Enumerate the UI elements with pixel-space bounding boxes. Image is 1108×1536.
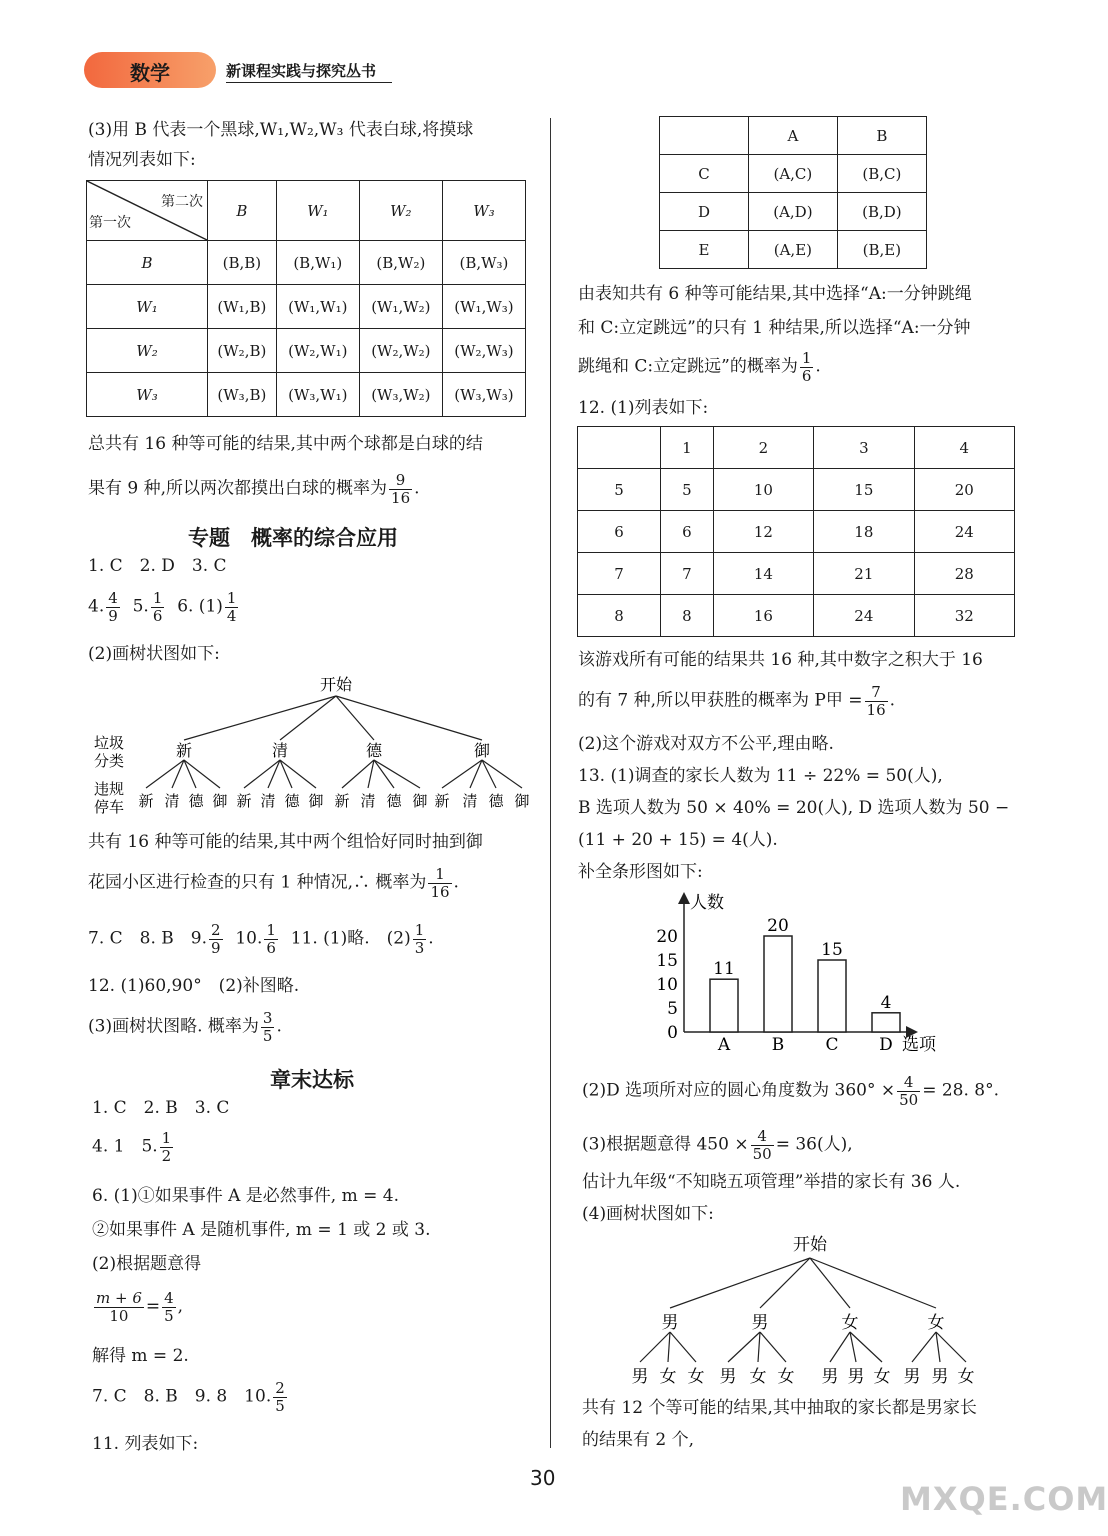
tree2-leaf: 男: [821, 1367, 839, 1387]
table12-cell: 15: [814, 469, 914, 511]
x-tick-label: A: [717, 1035, 731, 1055]
fraction: [273, 1380, 287, 1414]
s1-answers-7: 7. C 8. B 9. $\frac{2}{9}$ 10. $\frac{1}{6}$ 11. (1)略. (2) $\frac{1}{3}$ .: [88, 921, 434, 957]
series-title: 新课程实践与探究丛书: [226, 62, 377, 80]
tree1-branches: [146, 696, 522, 788]
ball-table-col-head: W₃: [442, 181, 525, 241]
ball-table-row-head: W₃: [87, 373, 208, 417]
tree1-level1-label: 垃圾: [94, 734, 125, 752]
tree1-leaf: 新: [434, 792, 450, 810]
y-axis-label: 人数: [690, 893, 724, 913]
table-11: [659, 116, 927, 269]
s2-q11: 11. 列表如下:: [92, 1434, 199, 1454]
answer-label: 5.: [132, 596, 149, 617]
fraction-denominator: 5: [164, 1306, 174, 1325]
fraction: [413, 922, 427, 956]
fraction: [751, 1128, 774, 1162]
table11-cell: (A,D): [749, 193, 838, 231]
fraction-numerator: 1: [266, 921, 276, 939]
tree2-node: 男: [751, 1313, 769, 1333]
table12-row-head: 5: [578, 469, 661, 511]
subject-badge: [84, 52, 216, 88]
result-text: 花园小区进行检查的只有 1 种情况,∴ 概率为: [88, 872, 427, 893]
fraction: [106, 590, 120, 624]
tree1-root: 开始: [319, 675, 353, 694]
s2-solve: 解得 m = 2.: [92, 1346, 189, 1366]
ball-table-col-head: W₂: [359, 181, 442, 241]
x-tick-label: C: [825, 1035, 839, 1055]
p3-intro-line1: (3)用 B 代表一个黑球,W₁,W₂,W₃ 代表白球,将摸球: [88, 120, 474, 140]
ball-table-cell: (W₃,B): [208, 373, 277, 417]
q13-part3: [582, 1128, 853, 1162]
table12-col-head: 1: [661, 427, 714, 469]
fraction-numerator: 1: [414, 921, 425, 939]
tree2-leaf: 男: [903, 1367, 921, 1387]
fraction-denominator: 16: [866, 700, 886, 719]
y-tick-label: 5: [667, 999, 678, 1019]
tree2-leaf: 男: [719, 1367, 737, 1387]
ball-table-cell: (W₂,B): [208, 329, 277, 373]
s1-answers-12: 12. (1)60,90° (2)补图略.: [88, 976, 300, 996]
fraction-numerator: 9: [389, 472, 412, 490]
tree-diagram-2: [610, 1228, 1010, 1392]
q13-part4: (4)画树状图如下:: [582, 1204, 714, 1224]
fraction-denominator: 16: [391, 488, 411, 507]
table-row: [87, 373, 526, 417]
answer-label: 4.: [88, 596, 105, 617]
fraction: [261, 1010, 275, 1044]
tree1-level1-label: 分类: [94, 752, 125, 770]
answer-label: 7. C 8. B 9.: [88, 928, 207, 949]
q12-intro: 12. (1)列表如下:: [578, 398, 709, 418]
table-12: [577, 426, 1015, 637]
tree1-leaf: 新: [236, 792, 252, 810]
s1-answers-2: [88, 590, 240, 624]
tree1-node: 御: [473, 741, 491, 760]
tree2-leaf: 男: [631, 1367, 649, 1387]
ball-table-row-head: W₁: [87, 285, 208, 329]
tree2-node: 女: [841, 1313, 859, 1333]
ball-table-cell: (W₁,W₂): [359, 285, 442, 329]
ball-table-cell: (W₃,W₂): [359, 373, 442, 417]
q13-line2: B 选项人数为 50 × 40% = 20(人), D 选项人数为 50 −: [578, 798, 1010, 818]
tree1-level2-label: 违规: [94, 780, 125, 798]
tree1-node: 新: [175, 741, 193, 760]
fraction: [897, 1074, 920, 1108]
table11-row-head: C: [660, 155, 749, 193]
tree1-leaf: 德: [284, 792, 300, 810]
table12-col-head: 4: [914, 427, 1014, 469]
table-row: [87, 241, 526, 285]
table-row: [578, 595, 1015, 637]
tree1-leaf: 德: [188, 792, 204, 810]
ball-table-row-head: W₂: [87, 329, 208, 373]
section-title-chapter: 章末达标: [270, 1068, 354, 1092]
p3-result-line1: 总共有 16 种等可能的结果,其中两个球都是白球的结: [88, 434, 483, 454]
fraction-numerator: 7: [865, 684, 888, 702]
table-row: [87, 285, 526, 329]
table11-row-head: D: [660, 193, 749, 231]
fraction: [428, 866, 451, 900]
table12-col-head: 2: [713, 427, 813, 469]
equals-sign: =: [145, 1296, 161, 1317]
table12-cell: 24: [814, 595, 914, 637]
fraction-denominator: 2: [161, 1146, 172, 1165]
fraction: [209, 922, 223, 956]
ball-table-cell: (B,W₂): [359, 241, 442, 285]
ball-table-cell: (B,W₁): [276, 241, 359, 285]
ball-table-row-head: B: [87, 241, 208, 285]
fraction-denominator: 9: [210, 938, 221, 957]
y-tick-label: 0: [667, 1023, 678, 1043]
y-tick-label: 10: [656, 975, 678, 995]
answer-label: 7. C 8. B 9. 8 10.: [92, 1386, 272, 1407]
fraction-numerator: 4: [751, 1128, 774, 1146]
table12-cell: 12: [713, 511, 813, 553]
table11-cell: (B,E): [837, 231, 926, 269]
tree1-leaf: 新: [334, 792, 350, 810]
table-row: [660, 155, 927, 193]
table11-cell: (A,E): [749, 231, 838, 269]
fraction-numerator: 1: [801, 349, 812, 367]
bar-D: [872, 1013, 900, 1032]
result-text: (2)D 选项所对应的圆心角度数为 360° ×: [582, 1080, 896, 1101]
table11-cell: (B,D): [837, 193, 926, 231]
fraction-denominator: 9: [108, 606, 118, 625]
bar-B: [764, 936, 792, 1032]
ball-table-corner: [87, 181, 208, 241]
p3-intro-line2: 情况列表如下:: [88, 150, 196, 170]
s2-q6-3: (2)根据题意得: [92, 1254, 202, 1274]
tree1-leaf: 德: [386, 792, 402, 810]
q13-line1: 13. (1)调查的家长人数为 11 ÷ 22% = 50(人),: [578, 766, 943, 786]
tree2-leaf: 男: [931, 1367, 949, 1387]
fraction-numerator: 1: [161, 1129, 172, 1147]
q13-part3-conclusion: 估计九年级“不知晓五项管理”举措的家长有 36 人.: [582, 1172, 961, 1192]
fraction-numerator: 2: [210, 921, 221, 939]
s1-answers-12-3: (3)画树状图略. 概率为 $\frac{3}{5}$ .: [88, 1009, 282, 1045]
q13-part2: [582, 1074, 999, 1108]
table12-col-head: 3: [814, 427, 914, 469]
tree2-leaf: 女: [777, 1367, 795, 1387]
table12-cell: 32: [914, 595, 1014, 637]
x-axis-label: 选项: [902, 1035, 936, 1055]
tree1-leaf: 德: [488, 792, 504, 810]
table11-col-head: B: [837, 117, 926, 155]
table12-cell: 10: [713, 469, 813, 511]
column-divider: [550, 118, 551, 1448]
fraction: [865, 684, 888, 718]
watermark: MXQE.COM: [900, 1480, 1108, 1518]
fraction: [264, 922, 278, 956]
ball-table-cell: (W₁,B): [208, 285, 277, 329]
bar-value-label: 4: [880, 992, 892, 1013]
s2-q6-2: ②如果事件 A 是随机事件, m = 1 或 2 或 3.: [92, 1220, 431, 1240]
tree1-leaf: 新: [138, 792, 154, 810]
answer-label: 6. (1): [177, 596, 223, 617]
fraction-numerator: 2: [275, 1379, 285, 1397]
table12-row-head: 8: [578, 595, 661, 637]
q13-result-1: 共有 12 个等可能的结果,其中抽取的家长都是男家长: [582, 1398, 977, 1418]
fraction-denominator: 6: [152, 606, 163, 625]
ball-table-cell: (W₃,W₃): [442, 373, 525, 417]
s1-tree-result-1: 共有 16 种等可能的结果,其中两个组恰好同时抽到御: [88, 832, 483, 852]
fraction: [162, 1290, 176, 1324]
ball-table: [86, 180, 526, 417]
fraction-numerator: 1: [152, 589, 163, 607]
result-text: = 36(人),: [775, 1134, 853, 1155]
ball-table-col-head: W₁: [276, 181, 359, 241]
q13-result-2: 的结果有 2 个,: [582, 1430, 695, 1450]
fraction: [225, 590, 239, 624]
tree1-leaf: 清: [360, 792, 376, 810]
t11-result-3: 跳绳和 C:立定跳远”的概率为 $\frac{1}{6}$ .: [578, 349, 821, 385]
tree-diagram-1: [80, 668, 540, 818]
bar-value-label: 15: [821, 940, 843, 960]
table12-row-head: 6: [578, 511, 661, 553]
fraction-denominator: 4: [226, 606, 237, 625]
s2-answers-2: [92, 1130, 175, 1164]
fraction-denominator: 3: [414, 938, 425, 957]
tree1-node: 德: [365, 741, 383, 760]
tree2-leaf: 男: [847, 1367, 865, 1387]
table12-cell: 16: [713, 595, 813, 637]
ball-table-cell: (W₂,W₃): [442, 329, 525, 373]
table12-cell: 6: [661, 511, 714, 553]
answer-label: 10.: [235, 928, 263, 949]
ball-table-cell: (W₂,W₂): [359, 329, 442, 373]
result-text: = 28. 8°.: [922, 1080, 1000, 1101]
fraction-denominator: 50: [752, 1144, 772, 1163]
table-row: [578, 469, 1015, 511]
table12-cell: 28: [914, 553, 1014, 595]
tree1-leaf: 御: [514, 792, 530, 810]
tree1-leaf: 清: [164, 792, 180, 810]
s1-tree-result-2: 花园小区进行检查的只有 1 种情况,∴ 概率为 $\frac{1}{16}$ .: [88, 865, 459, 901]
t11-result-1: 由表知共有 6 种等可能结果,其中选择“A:一分钟跳绳: [578, 284, 972, 304]
table11-corner: [660, 117, 749, 155]
fraction-numerator: 1: [428, 866, 451, 884]
bar-C: [818, 960, 846, 1032]
ball-table-cell: (W₁,W₃): [442, 285, 525, 329]
ball-table-cell: (W₁,W₁): [276, 285, 359, 329]
fraction-denominator: 5: [275, 1396, 285, 1415]
tree2-leaf: 女: [749, 1367, 767, 1387]
tree1-leaf: 御: [412, 792, 428, 810]
table12-corner: [578, 427, 661, 469]
fraction-numerator: 4: [164, 1289, 174, 1307]
tree1-leaf: 御: [212, 792, 228, 810]
tree2-branches: [640, 1258, 966, 1362]
table12-cell: 8: [661, 595, 714, 637]
tree2-leaf: 女: [957, 1367, 975, 1387]
answer-label: 4. 1 5.: [92, 1136, 158, 1157]
ball-table-cell: (W₃,W₁): [276, 373, 359, 417]
s1-tree-intro: (2)画树状图如下:: [88, 644, 220, 664]
table-row: [578, 553, 1015, 595]
fraction-numerator: 4: [108, 589, 118, 607]
table12-cell: 21: [814, 553, 914, 595]
bar-value-label: 11: [713, 959, 735, 980]
bar-chart: [640, 884, 960, 1060]
tree1-leaf: 御: [308, 792, 324, 810]
fraction: [389, 472, 412, 506]
table-row: [578, 511, 1015, 553]
comma: ,: [177, 1296, 184, 1317]
tree1-level2-label: 停车: [94, 798, 125, 816]
answer-label: 11. (1)略. (2): [290, 928, 411, 949]
t11-result-2: 和 C:立定跳远”的只有 1 种结果,所以选择“A:一分钟: [578, 318, 971, 338]
s2-q6-1: 6. (1)①如果事件 A 是必然事件, m = 4.: [92, 1186, 399, 1206]
s2-answers-7: [92, 1380, 289, 1414]
table11-cell: (A,C): [749, 155, 838, 193]
tree2-leaf: 女: [659, 1367, 677, 1387]
header-rule: [226, 82, 392, 83]
table12-cell: 5: [661, 469, 714, 511]
table-row: [660, 231, 927, 269]
table-row: [87, 329, 526, 373]
y-tick-label: 20: [656, 927, 678, 947]
table-row: [660, 193, 927, 231]
fraction-denominator: 6: [266, 938, 276, 957]
fraction-denominator: 50: [899, 1090, 919, 1109]
corner-bottom-label: 第一次: [89, 215, 131, 231]
q13-line3: (11 + 20 + 15) = 4(人).: [578, 830, 778, 850]
fraction-denominator: 6: [801, 366, 812, 385]
fraction-denominator: 16: [430, 882, 450, 901]
table12-cell: 20: [914, 469, 1014, 511]
tree2-node: 男: [661, 1313, 679, 1333]
subject-label: 数学: [130, 61, 170, 85]
ball-table-cell: (W₂,W₁): [276, 329, 359, 373]
tree2-leaf: 女: [687, 1367, 705, 1387]
q12-part2: (2)这个游戏对双方不公平,理由略.: [578, 734, 834, 754]
tree1-leaf: 清: [260, 792, 276, 810]
fraction: [151, 590, 165, 624]
section-title-special: 专题 概率的综合应用: [188, 526, 398, 550]
table12-row-head: 7: [578, 553, 661, 595]
table11-row-head: E: [660, 231, 749, 269]
fraction: [94, 1290, 144, 1324]
p3-result-text: 果有 9 种,所以两次都摸出白球的概率为: [88, 478, 388, 499]
tree1-leaf: 清: [462, 792, 478, 810]
table11-col-head: A: [749, 117, 838, 155]
table12-cell: 18: [814, 511, 914, 553]
s2-equation: [92, 1290, 183, 1324]
q12-result-2: 的有 7 种,所以甲获胜的概率为 P甲 = $\frac{7}{16}$ .: [578, 683, 896, 719]
ball-table-col-head: B: [208, 181, 277, 241]
table12-cell: 24: [914, 511, 1014, 553]
fraction-numerator: 1: [226, 589, 237, 607]
answer-text: (3)画树状图略. 概率为: [88, 1016, 259, 1037]
fraction-denominator: 5: [262, 1026, 273, 1045]
tree2-root: 开始: [793, 1235, 827, 1255]
fraction-numerator: m + 6: [96, 1289, 142, 1307]
bar-value-label: 20: [767, 916, 789, 936]
q12-result-1: 该游戏所有可能的结果共 16 种,其中数字之积大于 16: [578, 650, 983, 670]
corner-top-label: 第二次: [161, 194, 203, 210]
table11-cell: (B,C): [837, 155, 926, 193]
ball-table-cell: (B,B): [208, 241, 277, 285]
fraction: [800, 350, 814, 384]
y-tick-label: 15: [656, 951, 678, 971]
result-text: 的有 7 种,所以甲获胜的概率为 P甲 =: [578, 690, 863, 711]
tree1-node: 清: [271, 741, 289, 760]
table12-cell: 7: [661, 553, 714, 595]
fraction-denominator: 10: [109, 1306, 129, 1325]
ball-table-cell: (B,W₃): [442, 241, 525, 285]
s2-answers-1: 1. C 2. B 3. C: [92, 1098, 230, 1118]
x-tick-label: B: [771, 1035, 785, 1055]
fraction: [160, 1130, 174, 1164]
fraction-numerator: 3: [262, 1009, 273, 1027]
page-number: 30: [530, 1466, 556, 1490]
result-text: (3)根据题意得 450 ×: [582, 1134, 749, 1155]
tree2-node: 女: [927, 1313, 945, 1333]
bar-A: [710, 979, 738, 1032]
s1-answers-1: 1. C 2. D 3. C: [88, 556, 227, 576]
q13-chart-intro: 补全条形图如下:: [578, 862, 703, 882]
fraction-numerator: 4: [897, 1074, 920, 1092]
result-text: 跳绳和 C:立定跳远”的概率为: [578, 356, 798, 377]
x-tick-label: D: [879, 1035, 893, 1055]
tree2-leaf: 女: [873, 1367, 891, 1387]
p3-result-line2: 果有 9 种,所以两次都摸出白球的概率为 $\frac{9}{16}$ .: [88, 471, 420, 507]
table12-cell: 14: [713, 553, 813, 595]
